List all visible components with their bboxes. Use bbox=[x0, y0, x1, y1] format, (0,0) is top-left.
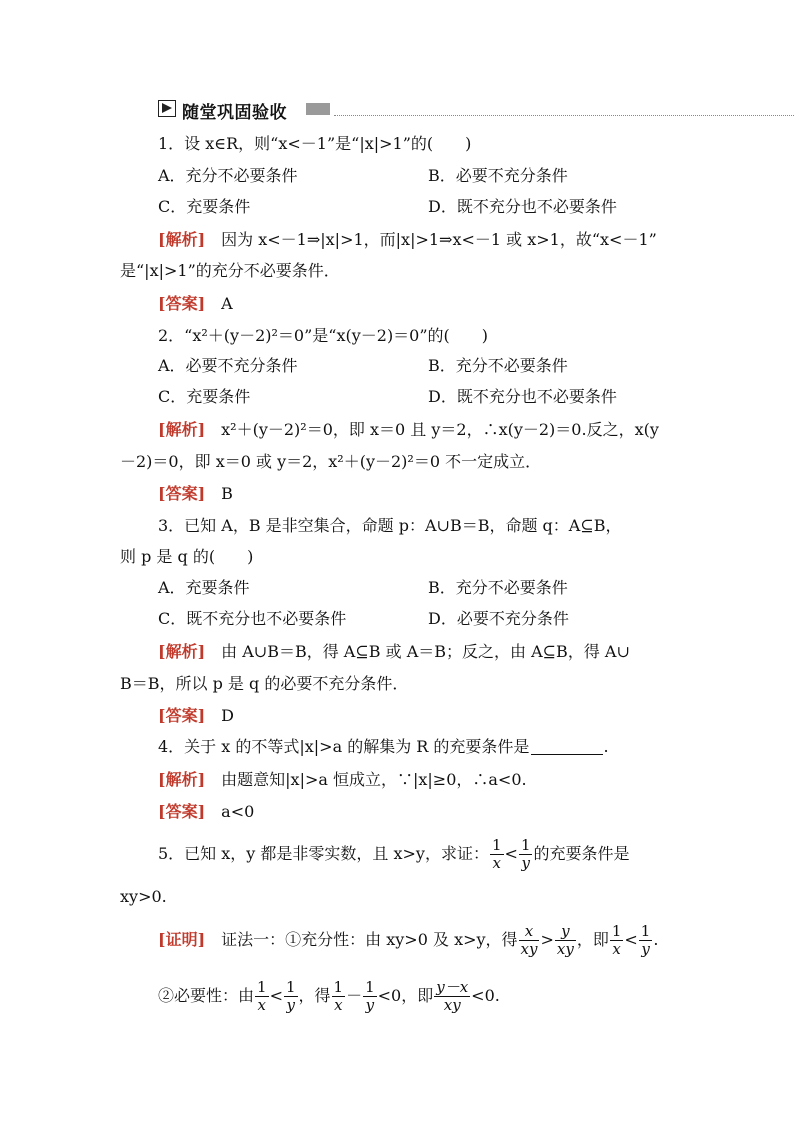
less-than-sign: < bbox=[504, 844, 518, 863]
q5-stem-text-end: 的充要条件是 bbox=[533, 844, 630, 863]
less-than-sign: < bbox=[624, 930, 638, 949]
fraction-1-over-y: $\frac{1}{y}$ bbox=[640, 922, 651, 958]
analysis-text: 由 A∪B＝B，得 A⊆B 或 A＝B；反之，由 A⊆B，得 A∪ bbox=[205, 642, 630, 661]
answer-text: a<0 bbox=[205, 802, 255, 821]
q3-analysis-line1 bbox=[158, 642, 630, 662]
less-than-sign: < bbox=[269, 986, 283, 1005]
q2-option-b: B．充分不必要条件 bbox=[428, 356, 568, 375]
q3-stem-line2: 则 p 是 q 的( ) bbox=[120, 547, 254, 566]
header-decoration bbox=[306, 103, 330, 115]
q4-answer bbox=[158, 802, 254, 822]
analysis-text: 因为 x<－1⇒|x|>1，而|x|>1⇒x<－1 或 x>1，故“x<－1” bbox=[205, 230, 657, 249]
q3-option-d: D．必要不充分条件 bbox=[428, 609, 569, 628]
play-icon bbox=[158, 100, 176, 117]
q2-stem: 2．“x²＋(y－2)²＝0”是“x(y－2)＝0”的( ) bbox=[158, 326, 489, 345]
fraction-1-over-x: $\frac{1}{x}$ bbox=[333, 978, 344, 1014]
answer-text: A bbox=[205, 294, 233, 313]
answer-blank bbox=[531, 738, 603, 755]
q5-stem-line2: xy>0. bbox=[120, 887, 167, 906]
analysis-tag: [解析] bbox=[158, 770, 206, 789]
q3-option-a: A．充要条件 bbox=[158, 578, 250, 597]
fraction-y-minus-x-over-xy: $\frac{y-x}{xy}$ bbox=[436, 978, 469, 1014]
q2-analysis-line1 bbox=[158, 420, 659, 440]
analysis-tag: [解析] bbox=[158, 230, 206, 249]
q4-stem bbox=[158, 737, 609, 757]
fraction-y-over-xy: $\frac{y}{xy}$ bbox=[556, 922, 574, 958]
q2-analysis-line2: －2)＝0，即 x＝0 或 y＝2，x²＋(y－2)²＝0 不一定成立． bbox=[120, 452, 542, 471]
q1-option-b: B．必要不充分条件 bbox=[428, 166, 568, 185]
analysis-tag: [解析] bbox=[158, 642, 206, 661]
analysis-tag: [解析] bbox=[158, 420, 206, 439]
section-header bbox=[158, 98, 718, 123]
q4-stem-end: . bbox=[603, 737, 609, 756]
minus-sign: － bbox=[346, 986, 363, 1005]
q5-proof-line1 bbox=[158, 920, 658, 960]
section-title: 随堂巩固验收 bbox=[182, 103, 287, 123]
q1-analysis-line1 bbox=[158, 230, 657, 250]
q1-analysis-line2: 是“|x|>1”的充分不必要条件． bbox=[120, 261, 340, 280]
q1-option-d: D．既不充分也不必要条件 bbox=[428, 197, 617, 216]
proof-text-mid: ，即 bbox=[576, 930, 609, 949]
analysis-text: x²＋(y－2)²＝0，即 x＝0 且 y＝2，∴x(y－2)＝0.反之，x(y bbox=[205, 420, 659, 439]
q3-option-b: B．充分不必要条件 bbox=[428, 578, 568, 597]
fraction-x-over-xy: $\frac{x}{xy}$ bbox=[520, 922, 538, 958]
answer-tag: [答案] bbox=[158, 706, 206, 725]
proof-text-mid: ，得 bbox=[298, 986, 331, 1005]
fraction-1-over-y: $\frac{1}{y}$ bbox=[520, 836, 531, 872]
q2-option-d: D．既不充分也不必要条件 bbox=[428, 387, 617, 406]
q1-answer bbox=[158, 294, 233, 314]
proof-text-end: . bbox=[653, 930, 659, 949]
greater-than-sign: > bbox=[540, 930, 554, 949]
answer-text: B bbox=[205, 484, 233, 503]
q2-option-c: C．充要条件 bbox=[158, 387, 251, 406]
q3-option-c: C．既不充分也不必要条件 bbox=[158, 609, 347, 628]
q1-stem: 1．设 x∈R，则“x<－1”是“|x|>1”的( ) bbox=[158, 134, 472, 153]
proof-text: ②必要性：由 bbox=[158, 986, 255, 1005]
fraction-1-over-y: $\frac{1}{y}$ bbox=[365, 978, 375, 1014]
q3-analysis-line2: B＝B，所以 p 是 q 的必要不充分条件． bbox=[120, 674, 409, 693]
q1-option-a: A．充分不必要条件 bbox=[158, 166, 298, 185]
q3-answer bbox=[158, 706, 234, 726]
q5-stem-text: 5．已知 x，y 都是非零实数，且 x>y，求证： bbox=[158, 844, 489, 863]
answer-tag: [答案] bbox=[158, 294, 206, 313]
proof-text-end: <0. bbox=[471, 986, 500, 1005]
fraction-1-over-x: $\frac{1}{x}$ bbox=[611, 922, 622, 958]
q2-option-a: A．必要不充分条件 bbox=[158, 356, 298, 375]
q1-option-c: C．充要条件 bbox=[158, 197, 251, 216]
answer-tag: [答案] bbox=[158, 802, 206, 821]
answer-text: D bbox=[205, 706, 234, 725]
q5-stem-line1 bbox=[158, 834, 630, 874]
analysis-text: 由题意知|x|>a 恒成立，∵|x|≥0，∴a<0. bbox=[205, 770, 527, 789]
header-dotted-rule bbox=[334, 115, 794, 116]
proof-tag: [证明] bbox=[158, 930, 206, 949]
fraction-1-over-x: $\frac{1}{x}$ bbox=[257, 978, 267, 1014]
proof-text: 证法一：①充分性：由 xy>0 及 x>y，得 bbox=[205, 930, 518, 949]
q2-answer bbox=[158, 484, 233, 504]
q4-analysis bbox=[158, 770, 527, 790]
q5-proof-line2 bbox=[158, 976, 500, 1016]
proof-text-mid: <0，即 bbox=[377, 986, 434, 1005]
q4-stem-text: 4．关于 x 的不等式|x|>a 的解集为 R 的充要条件是 bbox=[158, 737, 530, 756]
q3-stem-line1: 3．已知 A，B 是非空集合，命题 p：A∪B＝B，命题 q：A⊆B， bbox=[158, 516, 622, 535]
fraction-1-over-y: $\frac{1}{y}$ bbox=[285, 978, 296, 1014]
fraction-1-over-x: $\frac{1}{x}$ bbox=[491, 836, 502, 872]
answer-tag: [答案] bbox=[158, 484, 206, 503]
